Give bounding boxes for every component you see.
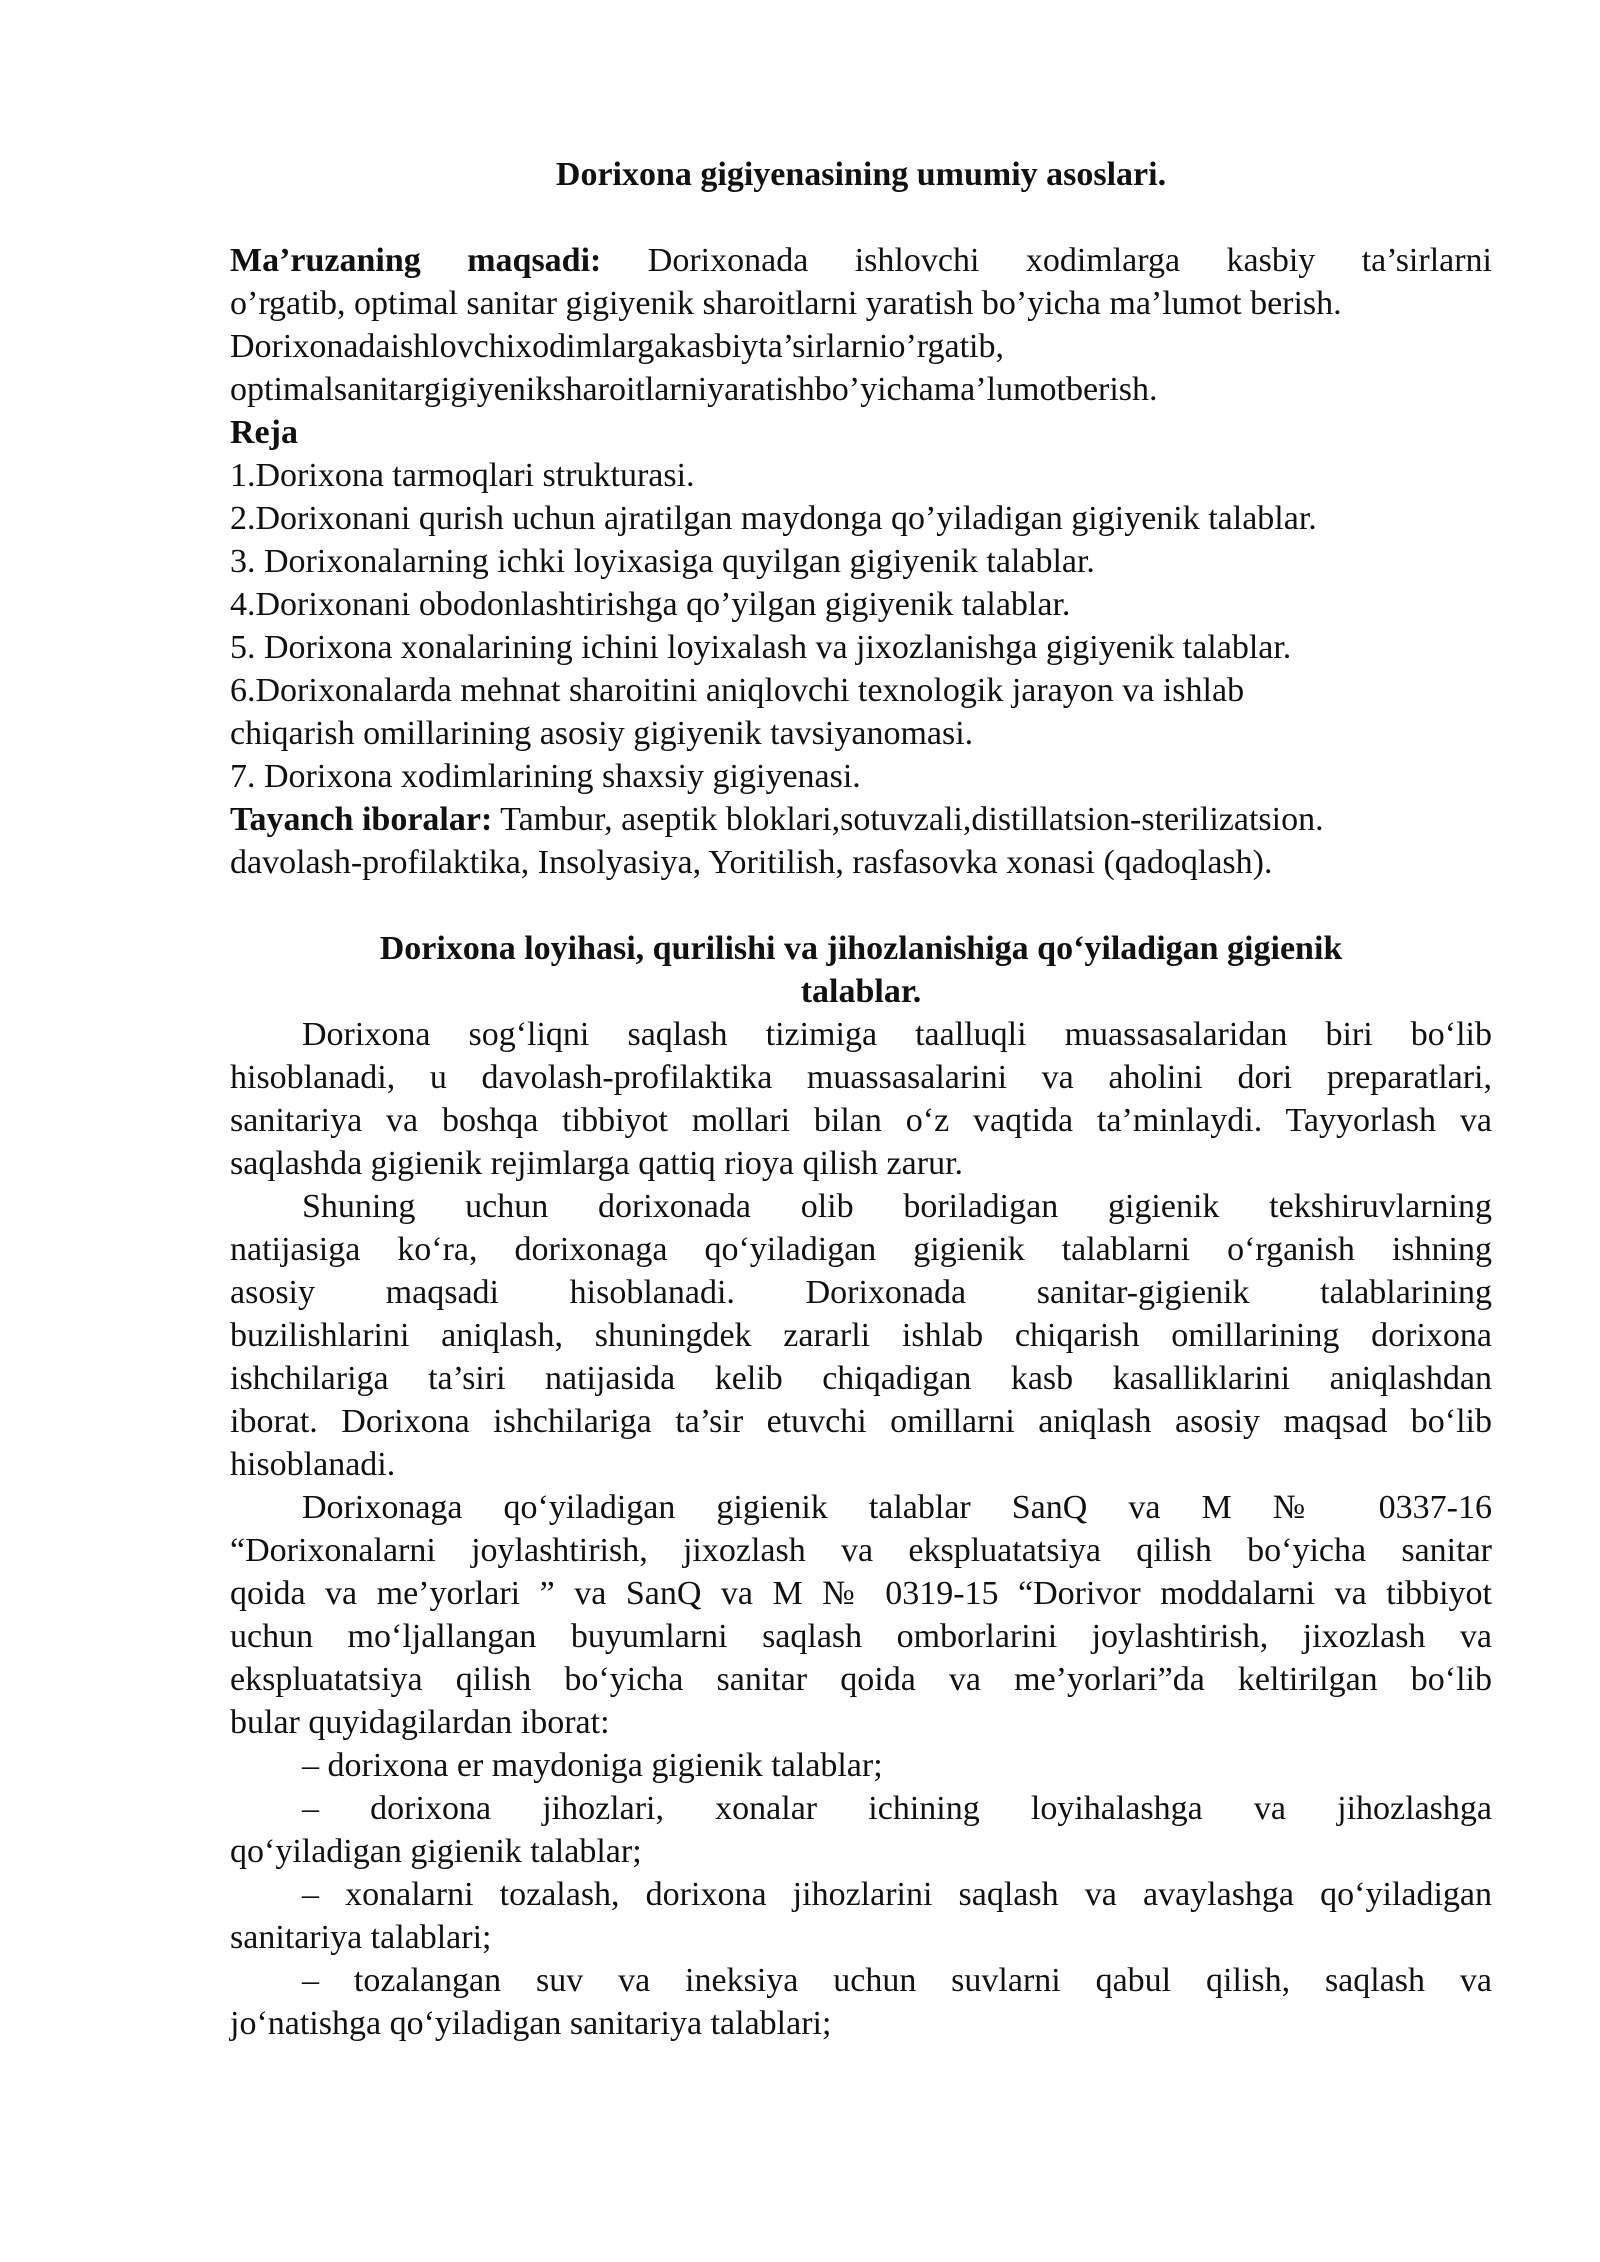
paragraph-line: asosiy maqsadi hisoblanadi. Dorixonada sanitar-gigienik talablarining (230, 1274, 1492, 1311)
section-heading (230, 927, 1492, 1013)
keywords-section (230, 798, 1492, 884)
paragraph-line: natijasiga ko‘ra, dorixonaga qo‘yiladigan gigienik talablarni o‘rganish ishning (230, 1231, 1492, 1268)
paragraph-line: hisoblanadi, u davolash-profilaktika muassasalarini va aholini dori preparatlari, (230, 1059, 1492, 1096)
list-item: – dorixona jihozlari, xonalar ichining loyihalashga va jihozlashga (302, 1790, 1492, 1827)
page-title (230, 153, 1492, 196)
paragraph-line: iborat. Dorixona ishchilariga ta’sir etuvchi omillarni aniqlash asosiy maqsad bo‘lib (230, 1403, 1492, 1440)
paragraph-line: “Dorixonalarni joylashtirish, jixozlash va ekspluatatsiya qilish bo‘yicha sanitar (230, 1532, 1492, 1569)
title-text: Dorixona gigiyenasining umumiy asoslari. (555, 156, 1167, 193)
list-item: – tozalangan suv va ineksiya uchun suvlarni qabul qilish, saqlash va (302, 1962, 1492, 1999)
plan-item: 6.Dorixonalarda mehnat sharoitini aniqlovchi texnologik jarayon va ishlab (230, 672, 1245, 709)
paragraph-line: Dorixonaga qo‘yiladigan gigienik talablar SanQ va M № 0337-16 (302, 1489, 1492, 1526)
section-heading-line-2: talablar. (800, 973, 922, 1010)
paragraph-line: saqlashda gigienik rejimlarga qattiq rioya qilish zarur. (230, 1145, 964, 1182)
paragraph-1 (230, 1013, 1492, 1185)
section-heading-line-1: Dorixona loyihasi, qurilishi va jihozlanishiga qo‘yiladigan gigienik (379, 930, 1343, 967)
purpose-line-3: Dorixonadaishlovchixodimlargakasbiyta’sirlarnio’rgatib, (230, 328, 1004, 365)
purpose-line-1 (230, 239, 1492, 282)
keywords-line-1 (230, 798, 1492, 841)
plan-heading: Reja (230, 414, 298, 451)
purpose-label: Ma’ruzaning maqsadi: (230, 242, 602, 279)
paragraph-line: ishchilariga ta’siri natijasida kelib chiqadigan kasb kasalliklarini aniqlashdan (230, 1360, 1492, 1397)
paragraph-line: bular quyidagilardan iborat: (230, 1704, 610, 1741)
plan-item: 2.Dorixonani qurish uchun ajratilgan maydonga qo’yiladigan gigiyenik talablar. (230, 500, 1317, 537)
paragraph-line: Shuning uchun dorixonada olib boriladigan gigienik tekshiruvlarning (302, 1188, 1492, 1225)
list-item-continuation: jo‘natishga qo‘yiladigan sanitariya talablari; (230, 2005, 832, 2042)
paragraph-line: uchun mo‘ljallangan buyumlarni saqlash omborlarini joylashtirish, jixozlash va (230, 1618, 1492, 1655)
plan-item: 4.Dorixonani obodonlashtirishga qo’yilgan gigiyenik talablar. (230, 586, 1071, 623)
plan-item: 7. Dorixona xodimlarining shaxsiy gigiyenasi. (230, 758, 861, 795)
paragraph-2 (230, 1185, 1492, 1486)
plan-item: 3. Dorixonalarning ichki loyixasiga quyilgan gigiyenik talablar. (230, 543, 1095, 580)
keywords-label: Tayanch iboralar: (230, 801, 493, 838)
paragraph-line: buzilishlarini aniqlash, shuningdek zararli ishlab chiqarish omillarining dorixona (230, 1317, 1492, 1354)
plan-item: chiqarish omillarining asosiy gigiyenik tavsiyanomasi. (230, 715, 974, 752)
list-item-continuation: sanitariya talablari; (230, 1919, 492, 1956)
plan-item: 5. Dorixona xonalarining ichini loyixalash va jixozlanishga gigiyenik talablar. (230, 629, 1292, 666)
paragraph-line: ekspluatatsiya qilish bo‘yicha sanitar qoida va me’yorlari”da keltirilgan bo‘lib (230, 1661, 1492, 1698)
list-item: – dorixona er maydoniga gigienik talablar; (302, 1747, 883, 1784)
paragraph-line: hisoblanadi. (230, 1446, 396, 1483)
list-item-continuation: qo‘yiladigan gigienik talablar; (230, 1833, 642, 1870)
plan-section (230, 411, 1492, 798)
paragraph-line: Dorixona sog‘liqni saqlash tizimiga taalluqli muassasalaridan biri bo‘lib (302, 1016, 1492, 1053)
purpose-line-4: optimalsanitargigiyeniksharoitlarniyaratishbo’yichama’lumotberish. (230, 371, 1158, 408)
requirements-list (230, 1744, 1492, 2045)
keywords-line-2: davolash-profilaktika, Insolyasiya, Yoritilish, rasfasovka xonasi (qadoqlash). (230, 844, 1273, 881)
list-item: – xonalarni tozalash, dorixona jihozlarini saqlash va avaylashga qo‘yiladigan (302, 1876, 1492, 1913)
purpose-text-1: Dorixonada ishlovchi xodimlarga kasbiy ta’sirlarni (647, 242, 1492, 279)
paragraph-line: qoida va me’yorlari ” va SanQ va M № 0319-15 “Dorivor moddalarni va tibbiyot (230, 1575, 1492, 1612)
purpose-line-2: o’rgatib, optimal sanitar gigiyenik sharoitlarni yaratish bo’yicha ma’lumot berish. (230, 285, 1342, 322)
plan-item: 1.Dorixona tarmoqlari strukturasi. (230, 457, 695, 494)
keywords-text-1: Tambur, aseptik bloklari,sotuvzali,distillatsion-sterilizatsion. (500, 801, 1324, 838)
paragraph-3 (230, 1486, 1492, 1744)
purpose-section (230, 239, 1492, 411)
paragraph-line: sanitariya va boshqa tibbiyot mollari bilan o‘z vaqtida ta’minlaydi. Tayyorlash va (230, 1102, 1492, 1139)
